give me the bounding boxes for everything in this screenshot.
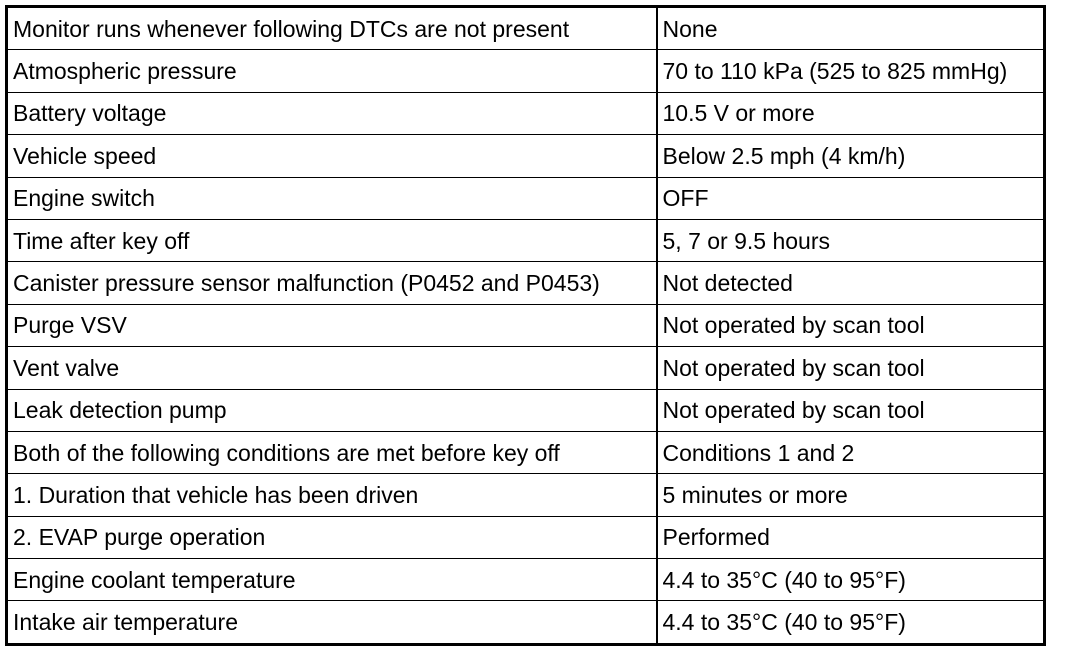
condition-cell: Canister pressure sensor malfunction (P0452 and P0453) [7, 262, 657, 304]
table-row [7, 177, 1045, 219]
value-cell: Not operated by scan tool [657, 347, 1045, 389]
condition-cell: Vehicle speed [7, 135, 657, 177]
condition-cell: Atmospheric pressure [7, 50, 657, 92]
table-row [7, 7, 1045, 50]
condition-cell: Monitor runs whenever following DTCs are not present [7, 7, 657, 50]
table-row [7, 304, 1045, 346]
value-cell: OFF [657, 177, 1045, 219]
value-cell: 70 to 110 kPa (525 to 825 mmHg) [657, 50, 1045, 92]
value-cell: Conditions 1 and 2 [657, 431, 1045, 473]
condition-cell: Leak detection pump [7, 389, 657, 431]
condition-cell: Both of the following conditions are met before key off [7, 431, 657, 473]
value-cell: None [657, 7, 1045, 50]
value-cell: 10.5 V or more [657, 92, 1045, 134]
value-cell: 4.4 to 35°C (40 to 95°F) [657, 601, 1045, 644]
table-row [7, 135, 1045, 177]
condition-cell: 1. Duration that vehicle has been driven [7, 474, 657, 516]
condition-cell: Engine switch [7, 177, 657, 219]
table-row [7, 347, 1045, 389]
table-row [7, 516, 1045, 558]
value-cell: Performed [657, 516, 1045, 558]
value-cell: 5, 7 or 9.5 hours [657, 219, 1045, 261]
table-row [7, 262, 1045, 304]
table-row [7, 389, 1045, 431]
condition-cell: Vent valve [7, 347, 657, 389]
table-row [7, 92, 1045, 134]
condition-cell: Engine coolant temperature [7, 559, 657, 601]
value-cell: Not operated by scan tool [657, 389, 1045, 431]
condition-cell: Intake air temperature [7, 601, 657, 644]
value-cell: Not detected [657, 262, 1045, 304]
condition-cell: Battery voltage [7, 92, 657, 134]
value-cell: 4.4 to 35°C (40 to 95°F) [657, 559, 1045, 601]
value-cell: Below 2.5 mph (4 km/h) [657, 135, 1045, 177]
table-row [7, 559, 1045, 601]
condition-cell: Time after key off [7, 219, 657, 261]
table-row [7, 219, 1045, 261]
table-row [7, 474, 1045, 516]
condition-cell: Purge VSV [7, 304, 657, 346]
monitor-conditions-table-container [5, 5, 1046, 646]
value-cell: 5 minutes or more [657, 474, 1045, 516]
table-row [7, 50, 1045, 92]
table-row [7, 431, 1045, 473]
condition-cell: 2. EVAP purge operation [7, 516, 657, 558]
monitor-conditions-table [5, 5, 1046, 646]
value-cell: Not operated by scan tool [657, 304, 1045, 346]
table-row [7, 601, 1045, 644]
